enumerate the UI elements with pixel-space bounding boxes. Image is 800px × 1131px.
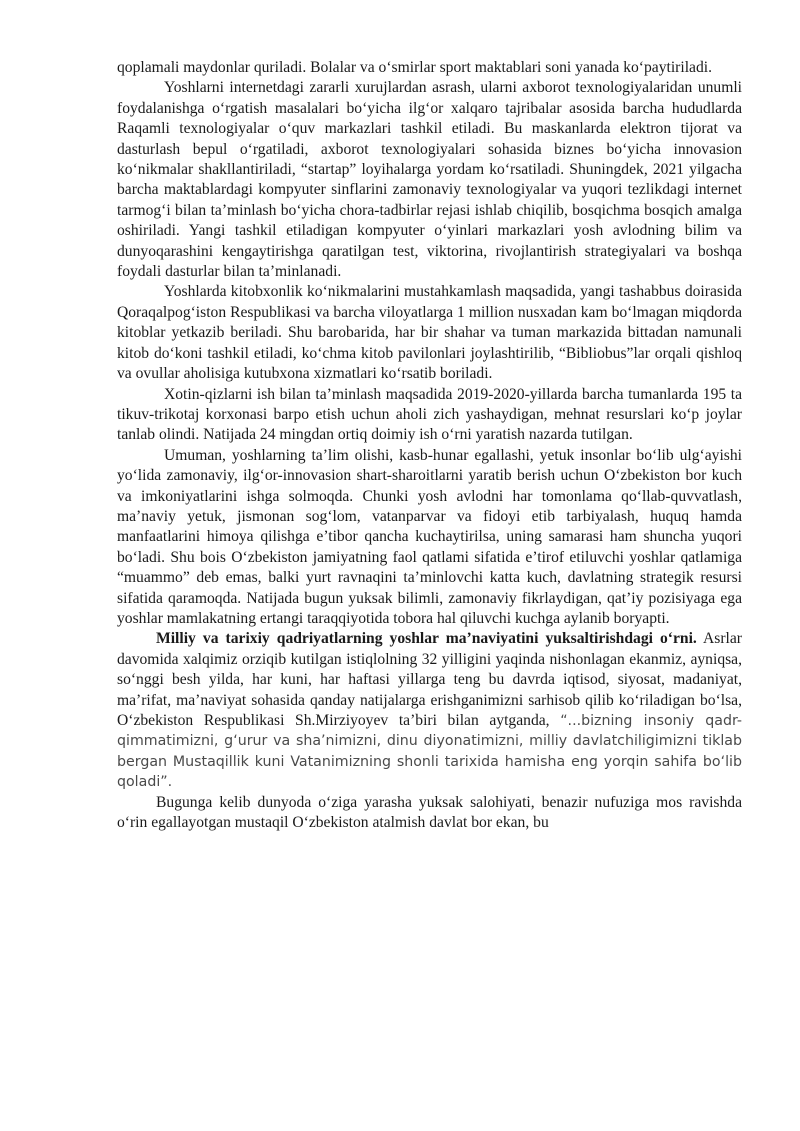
paragraph-independent-uzbekistan	[117, 793, 742, 834]
paragraph-text: Xotin-qizlarni ish bilan ta’minlash maqsadida 2019-2020-yillarda barcha tumanlarda 195 ta tikuv-trikotaj korxonasi barpo etish uchun aholi zich yashaydigan, mehnat resurslari ko‘p joylar tanlab olindi. Natijada 24 mingdan ortiq doimiy ish o‘rni yaratish nazarda tutilgan.	[117, 385, 742, 444]
paragraph-text: Bugunga kelib dunyoda o‘ziga yarasha yuksak salohiyati, benazir nufuziga mos ravishda o‘rin egallayotgan mustaqil O‘zbekiston atalmish davlat bor ekan, bu	[117, 793, 742, 832]
paragraph-text: qoplamali maydonlar quriladi. Bolalar va o‘smirlar sport maktablari soni yanada ko‘paytiriladi.	[117, 59, 712, 76]
paragraph-text: Asrlar davomida xalqimiz orziqib kutilgan istiqlolning 32 yilligini yaqinda nishonlagan ekanmiz, ayniqsa, so‘nggi besh yilda, har kuni, har haftasi yillarga teng bu davrda iqtisod, siyosat, madaniyat, ma’rifat, ma’naviyat sohasida qanday natijalarga erishganimizni sarhisob qilib ko‘riladigan bo‘lsa, O‘zbekiston Respublikasi Sh.Mirziyoyev ta’biri bilan aytganda,	[117, 630, 742, 729]
paragraph-youth-conditions	[117, 446, 742, 630]
paragraph-text: Yoshlarda kitobxonlik ko‘nikmalarini mustahkamlash maqsadida, yangi tashabbus doirasida Qoraqalpog‘iston Respublikasi va barcha viloyatlarga 1 million nusxadan kam bo‘lmagan miqdorda kitoblar yetkazib beriladi. Shu barobarida, har bir shahar va tuman markazida bittadan namunali kitob do‘koni tashkil etiladi, ko‘chma kitob pavilonlari joylashtirilib, “Bibliobus”lar orqali qishloq va ovullar aholisiga kutubxona xizmatlari ko‘rsatib boriladi.	[117, 283, 742, 383]
paragraph-text: Yoshlarni internetdagi zararli xurujlardan asrash, ularni axborot texnologiyalaridan unumli foydalanishga o‘rgatish masalalari bo‘yicha ilg‘or xalqaro tajribalar asosida barcha hududlarda Raqamli texnologiyalar o‘quv markazlari tashkil etiladi. Bu maskanlarda elektron tijorat va dasturlash bepul o‘rgatiladi, axborot texnologiyalari sohasida biznes bo‘yicha innovasion ko‘nikmalar shakllantiriladi, “startap” loyihalarga yordam ko‘rsatiladi. Shuningdek, 2021 yilgacha barcha maktablardagi kompyuter sinflarini zamonaviy texnologiyalar va yuqori tezlikdagi internet tarmog‘i bilan ta’minlash bo‘yicha chora-tadbirlar rejasi ishlab chiqilib, bosqichma bosqich amalga oshiriladi. Yangi tashkil etiladigan kompyuter o‘yinlari markazlari yosh avlodning bilim va dunyoqarashini kengaytirishga qaratilgan test, viktorina, rivojlantirish strategiyalari va boshqa foydali dasturlar bilan ta’minlanadi.	[117, 79, 742, 281]
paragraph-women-employment	[117, 385, 742, 446]
paragraph-reading-skills	[117, 282, 742, 384]
paragraph-national-values	[117, 629, 742, 792]
paragraph-sports-schools	[117, 58, 742, 78]
president-quote: “...bizning insoniy qadr-qimmatimizni, g‘urur va sha’nimizni, dinu diyonatimizni, milliy davlatchiligimizni tiklab bergan Mustaqillik kuni Vatanimizning shonli tarixida hamisha eng yorqin sahifa bo‘lib qoladi”.	[117, 713, 742, 791]
section-heading: Milliy va tarixiy qadriyatlarning yoshlar ma’naviyatini yuksaltirishdagi o‘rni.	[156, 630, 697, 648]
paragraph-digital-centers	[117, 78, 742, 282]
paragraph-text: Umuman, yoshlarning ta’lim olishi, kasb-hunar egallashi, yetuk insonlar bo‘lib ulg‘ayishi yo‘lida zamonaviy, ilg‘or-innovasion shart-sharoitlarni yaratib berish uchun O‘zbekiston bor kuch va imkoniyatlarini ishga solmoqda. Chunki yosh avlodni har tomonlama qo‘llab-quvvatlash, ma’naviy yetuk, jismonan sog‘lom, vatanparvar va fidoyi etib tarbiyalash, huquq hamda manfaatlarini himoya qilishga e’tibor qancha kuchaytirilsa, uning samarasi ham shuncha yuqori bo‘ladi. Shu bois O‘zbekiston jamiyatning faol qatlami sifatida e’tirof etiluvchi yoshlar qatlamiga “muammo” deb emas, balki yurt ravnaqini ta’minlovchi katta kuch, davlatning strategik resursi sifatida qaramoqda. Natijada bugun yuksak bilimli, zamonaviy fikrlaydigan, qat’iy pozisiyaga ega yoshlar mamlakatning ertangi taraqqiyotida tobora hal qiluvchi kuchga aylanib boryapti.	[117, 446, 742, 627]
